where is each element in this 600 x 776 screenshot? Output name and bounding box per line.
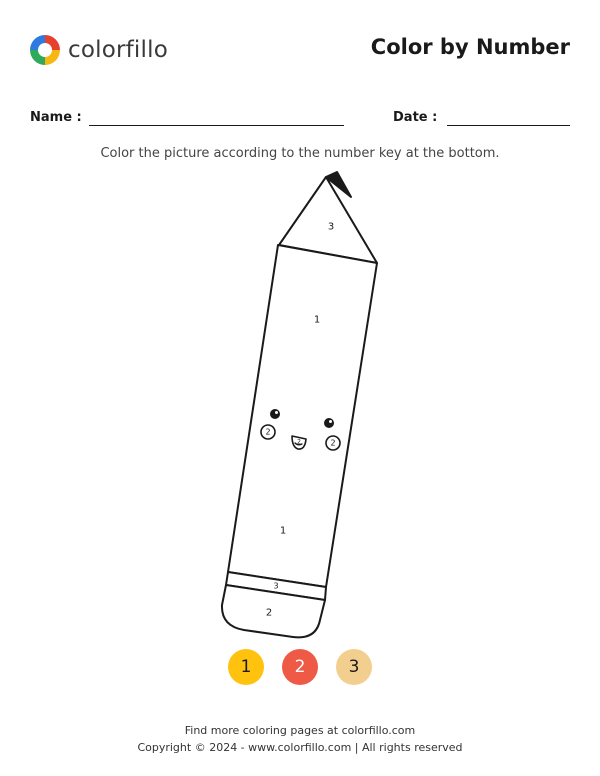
region-number-eraser: 2 bbox=[265, 607, 273, 619]
colorfillo-logo-icon bbox=[28, 33, 62, 67]
brand-logo[interactable] bbox=[28, 30, 168, 70]
color-key bbox=[228, 649, 372, 685]
pencil-illustration bbox=[0, 160, 600, 650]
region-number-body-upper: 1 bbox=[313, 314, 321, 326]
region-number-cheek-right: 2 bbox=[330, 438, 336, 448]
date-label: Date : bbox=[393, 110, 438, 125]
date-field[interactable] bbox=[447, 125, 570, 126]
region-number-tongue: 2 bbox=[297, 438, 301, 446]
name-field[interactable] bbox=[89, 125, 344, 126]
region-number-body-lower: 1 bbox=[279, 525, 287, 537]
color-key-swatch-1[interactable]: 1 bbox=[228, 649, 264, 685]
instruction-text: Color the picture according to the number key at the bottom. bbox=[100, 146, 500, 161]
color-key-swatch-2[interactable]: 2 bbox=[282, 649, 318, 685]
footer-copyright-text: Copyright © 2024 - www.colorfillo.com | All rights reserved bbox=[137, 741, 463, 754]
brand-name: colorfillo bbox=[68, 37, 168, 63]
color-key-swatch-3[interactable]: 3 bbox=[336, 649, 372, 685]
page-footer bbox=[0, 722, 600, 756]
region-number-band: 3 bbox=[273, 581, 279, 591]
page-header bbox=[28, 30, 570, 70]
footer-promo-text: Find more coloring pages at colorfillo.com bbox=[184, 724, 416, 737]
region-number-cheek-left: 2 bbox=[265, 427, 271, 437]
pencil-body-region[interactable] bbox=[228, 245, 377, 587]
region-number-tip: 3 bbox=[327, 221, 335, 233]
student-fields bbox=[30, 110, 570, 130]
page-title: Color by Number bbox=[370, 35, 570, 59]
name-label: Name : bbox=[30, 110, 82, 125]
